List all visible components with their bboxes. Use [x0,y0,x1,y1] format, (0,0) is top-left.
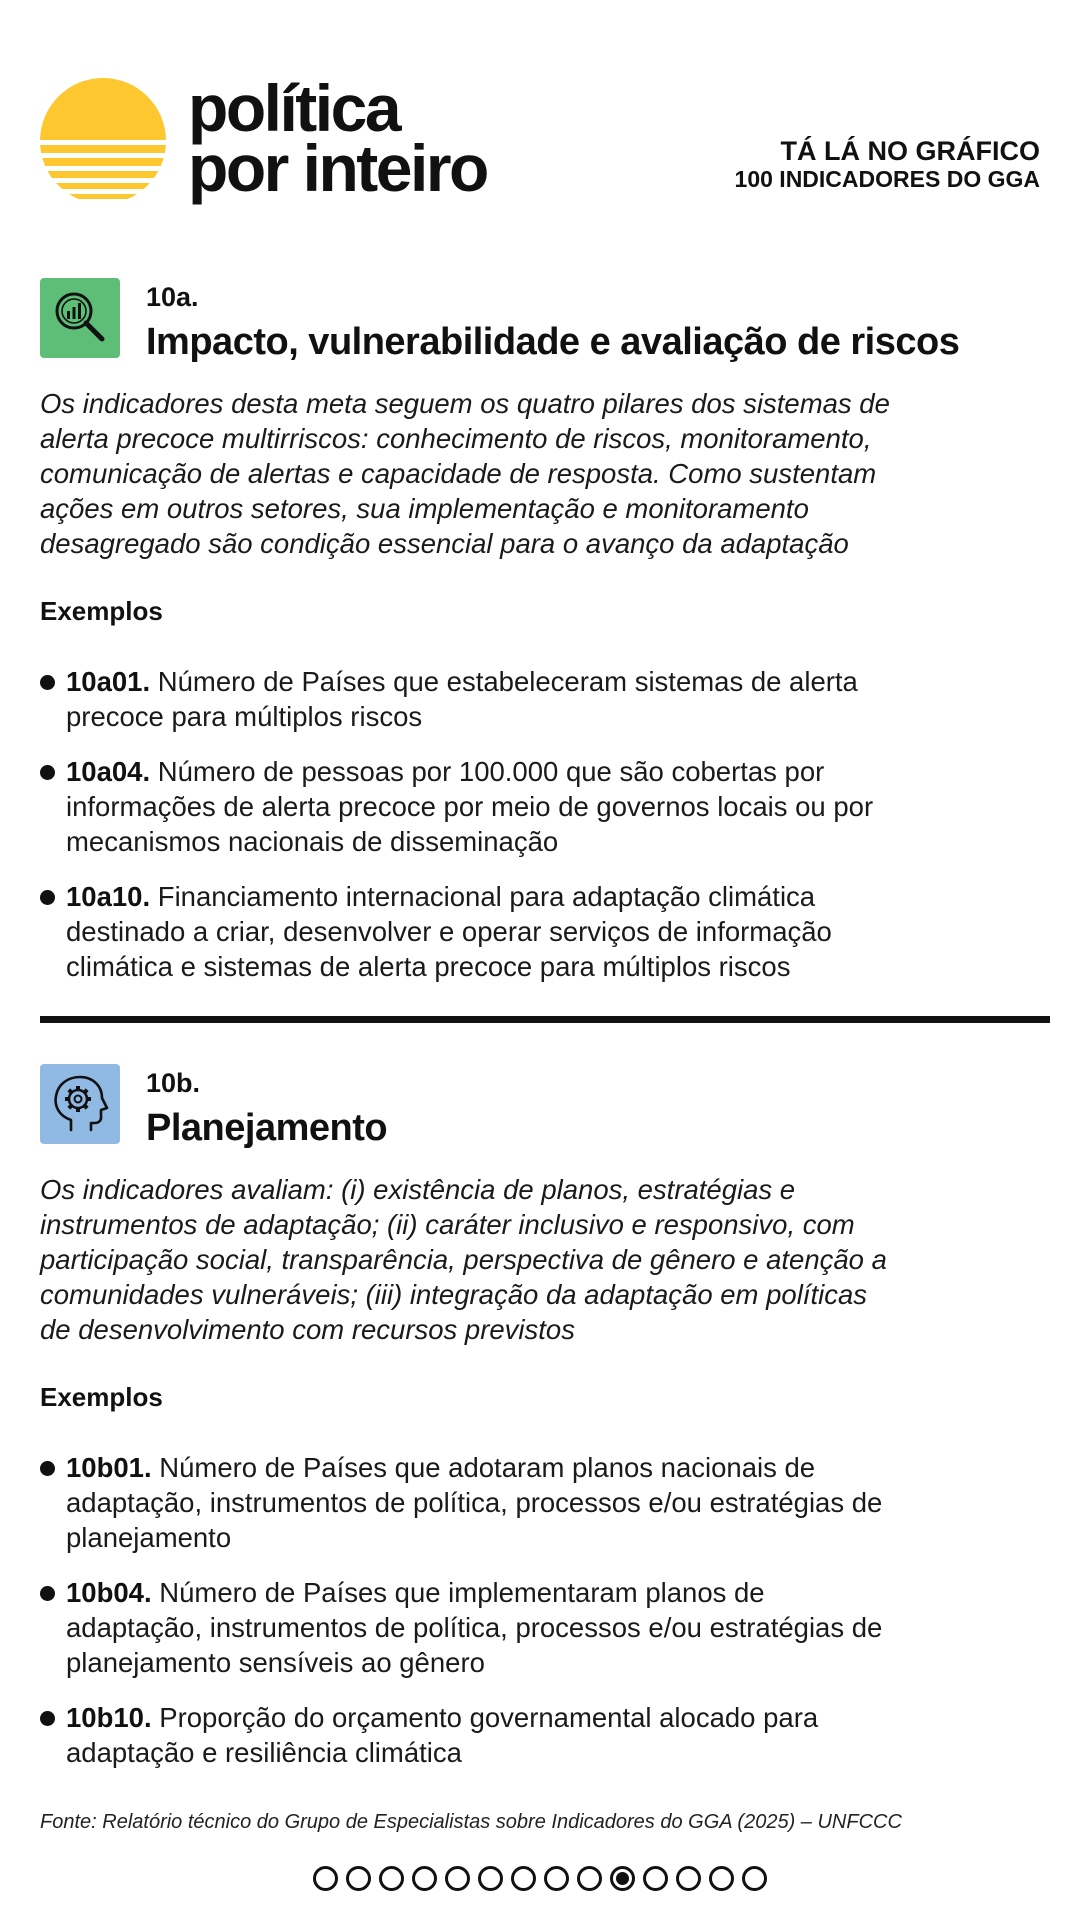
indicator-code: 10a01. [66,666,151,697]
page-dot[interactable] [577,1866,602,1891]
item-text: planejamento [66,1522,232,1553]
section-code: 10a. [146,282,199,312]
indicator-code: 10b04. [66,1577,152,1608]
page-dot[interactable] [346,1866,371,1891]
page-dot[interactable] [379,1866,404,1891]
page-dot[interactable] [676,1866,701,1891]
magnifier-chart-icon [40,278,120,358]
item-text: informações de alerta precoce por meio de governos locais ou por [66,791,874,822]
description-line: comunidades vulneráveis; (iii) integração da adaptação em políticas [40,1279,867,1310]
item-text: precoce para múltiplos riscos [66,701,423,732]
description-line: instrumentos de adaptação; (ii) caráter inclusivo e responsivo, com [40,1209,855,1240]
page-dot[interactable] [478,1866,503,1891]
description-line: desagregado são condição essencial para o avanço da adaptação [40,528,849,559]
description-line: de desenvolvimento com recursos previstos [40,1314,575,1345]
page-dot[interactable] [412,1866,437,1891]
page-dot[interactable] [742,1866,767,1891]
page-dot[interactable] [511,1866,536,1891]
header [40,71,1040,206]
page-dot[interactable] [313,1866,338,1891]
page-dot[interactable] [544,1866,569,1891]
page-dot[interactable] [709,1866,734,1891]
tagline [735,136,1040,192]
indicator-code: 10a10. [66,881,151,912]
item-text: Número de Países que implementaram planos de [159,1577,765,1608]
section-icon-box [40,278,120,358]
examples-label: Exemplos [40,1382,163,1412]
list-item [40,1575,1050,1680]
section-title: Planejamento [146,1107,388,1149]
brand-line-2: por inteiro [188,131,487,205]
item-text: Número de pessoas por 100.000 que são cobertas por [157,756,825,787]
brand-wordmark [188,71,487,205]
list-item [40,754,1050,859]
section-description [40,386,1050,561]
item-text: adaptação, instrumentos de política, processos e/ou estratégias de [66,1487,883,1518]
description-line: comunicação de alertas e capacidade de resposta. Como sustentam [40,458,877,489]
section-divider [40,1016,1050,1023]
indicator-code: 10a04. [66,756,151,787]
description-line: Os indicadores desta meta seguem os quatro pilares dos sistemas de [40,388,890,419]
section-10a [40,278,1050,1008]
source-note: Fonte: Relatório técnico do Grupo de Especialistas sobre Indicadores do GGA (2025) – UNFCCC [40,1811,902,1833]
page-dot[interactable] [643,1866,668,1891]
item-text: destinado a criar, desenvolver e operar serviços de informação [66,916,832,947]
bullet-icon [40,765,55,780]
item-text: Número de Países que adotaram planos nacionais de [159,1452,816,1483]
examples-list [40,664,1050,984]
list-item [40,1450,1050,1555]
bullet-icon [40,890,55,905]
tagline-line-2: 100 INDICADORES DO GGA [734,166,1040,192]
item-text: adaptação e resiliência climática [66,1737,462,1768]
list-item [40,879,1050,984]
indicator-code: 10b10. [66,1702,152,1733]
item-text: Proporção do orçamento governamental alocado para [159,1702,819,1733]
sun-logo-icon [40,78,166,204]
description-line: ações em outros setores, sua implementação e monitoramento [40,493,809,524]
section-10b [40,1064,1050,1784]
item-text: Financiamento internacional para adaptação climática [157,881,816,912]
section-code: 10b. [146,1068,201,1098]
item-text: climática e sistemas de alerta precoce para múltiplos riscos [66,951,791,982]
pagination-dots[interactable] [0,1866,1080,1896]
tagline-line-1: TÁ LÁ NO GRÁFICO [780,136,1040,166]
examples-label: Exemplos [40,596,163,626]
description-line: participação social, transparência, perspectiva de gênero e atenção a [40,1244,887,1275]
indicator-code: 10b01. [66,1452,152,1483]
list-item [40,1700,1050,1770]
section-icon-box [40,1064,120,1144]
bullet-icon [40,1461,55,1476]
page-dot[interactable] [445,1866,470,1891]
bullet-icon [40,1586,55,1601]
item-text: planejamento sensíveis ao gênero [66,1647,485,1678]
description-line: alerta precoce multirriscos: conhecimento de riscos, monitoramento, [40,423,872,454]
brand-line-1: política [188,71,400,145]
item-text: mecanismos nacionais de disseminação [66,826,559,857]
section-description [40,1172,1050,1347]
item-text: adaptação, instrumentos de política, processos e/ou estratégias de [66,1612,883,1643]
bullet-icon [40,1711,55,1726]
description-line: Os indicadores avaliam: (i) existência de planos, estratégias e [40,1174,796,1205]
examples-list [40,1450,1050,1770]
list-item [40,664,1050,734]
bullet-icon [40,675,55,690]
item-text: Número de Países que estabeleceram sistemas de alerta [157,666,858,697]
head-gear-icon [40,1064,120,1144]
section-title: Impacto, vulnerabilidade e avaliação de riscos [146,321,960,363]
page-dot-active[interactable] [610,1866,635,1891]
